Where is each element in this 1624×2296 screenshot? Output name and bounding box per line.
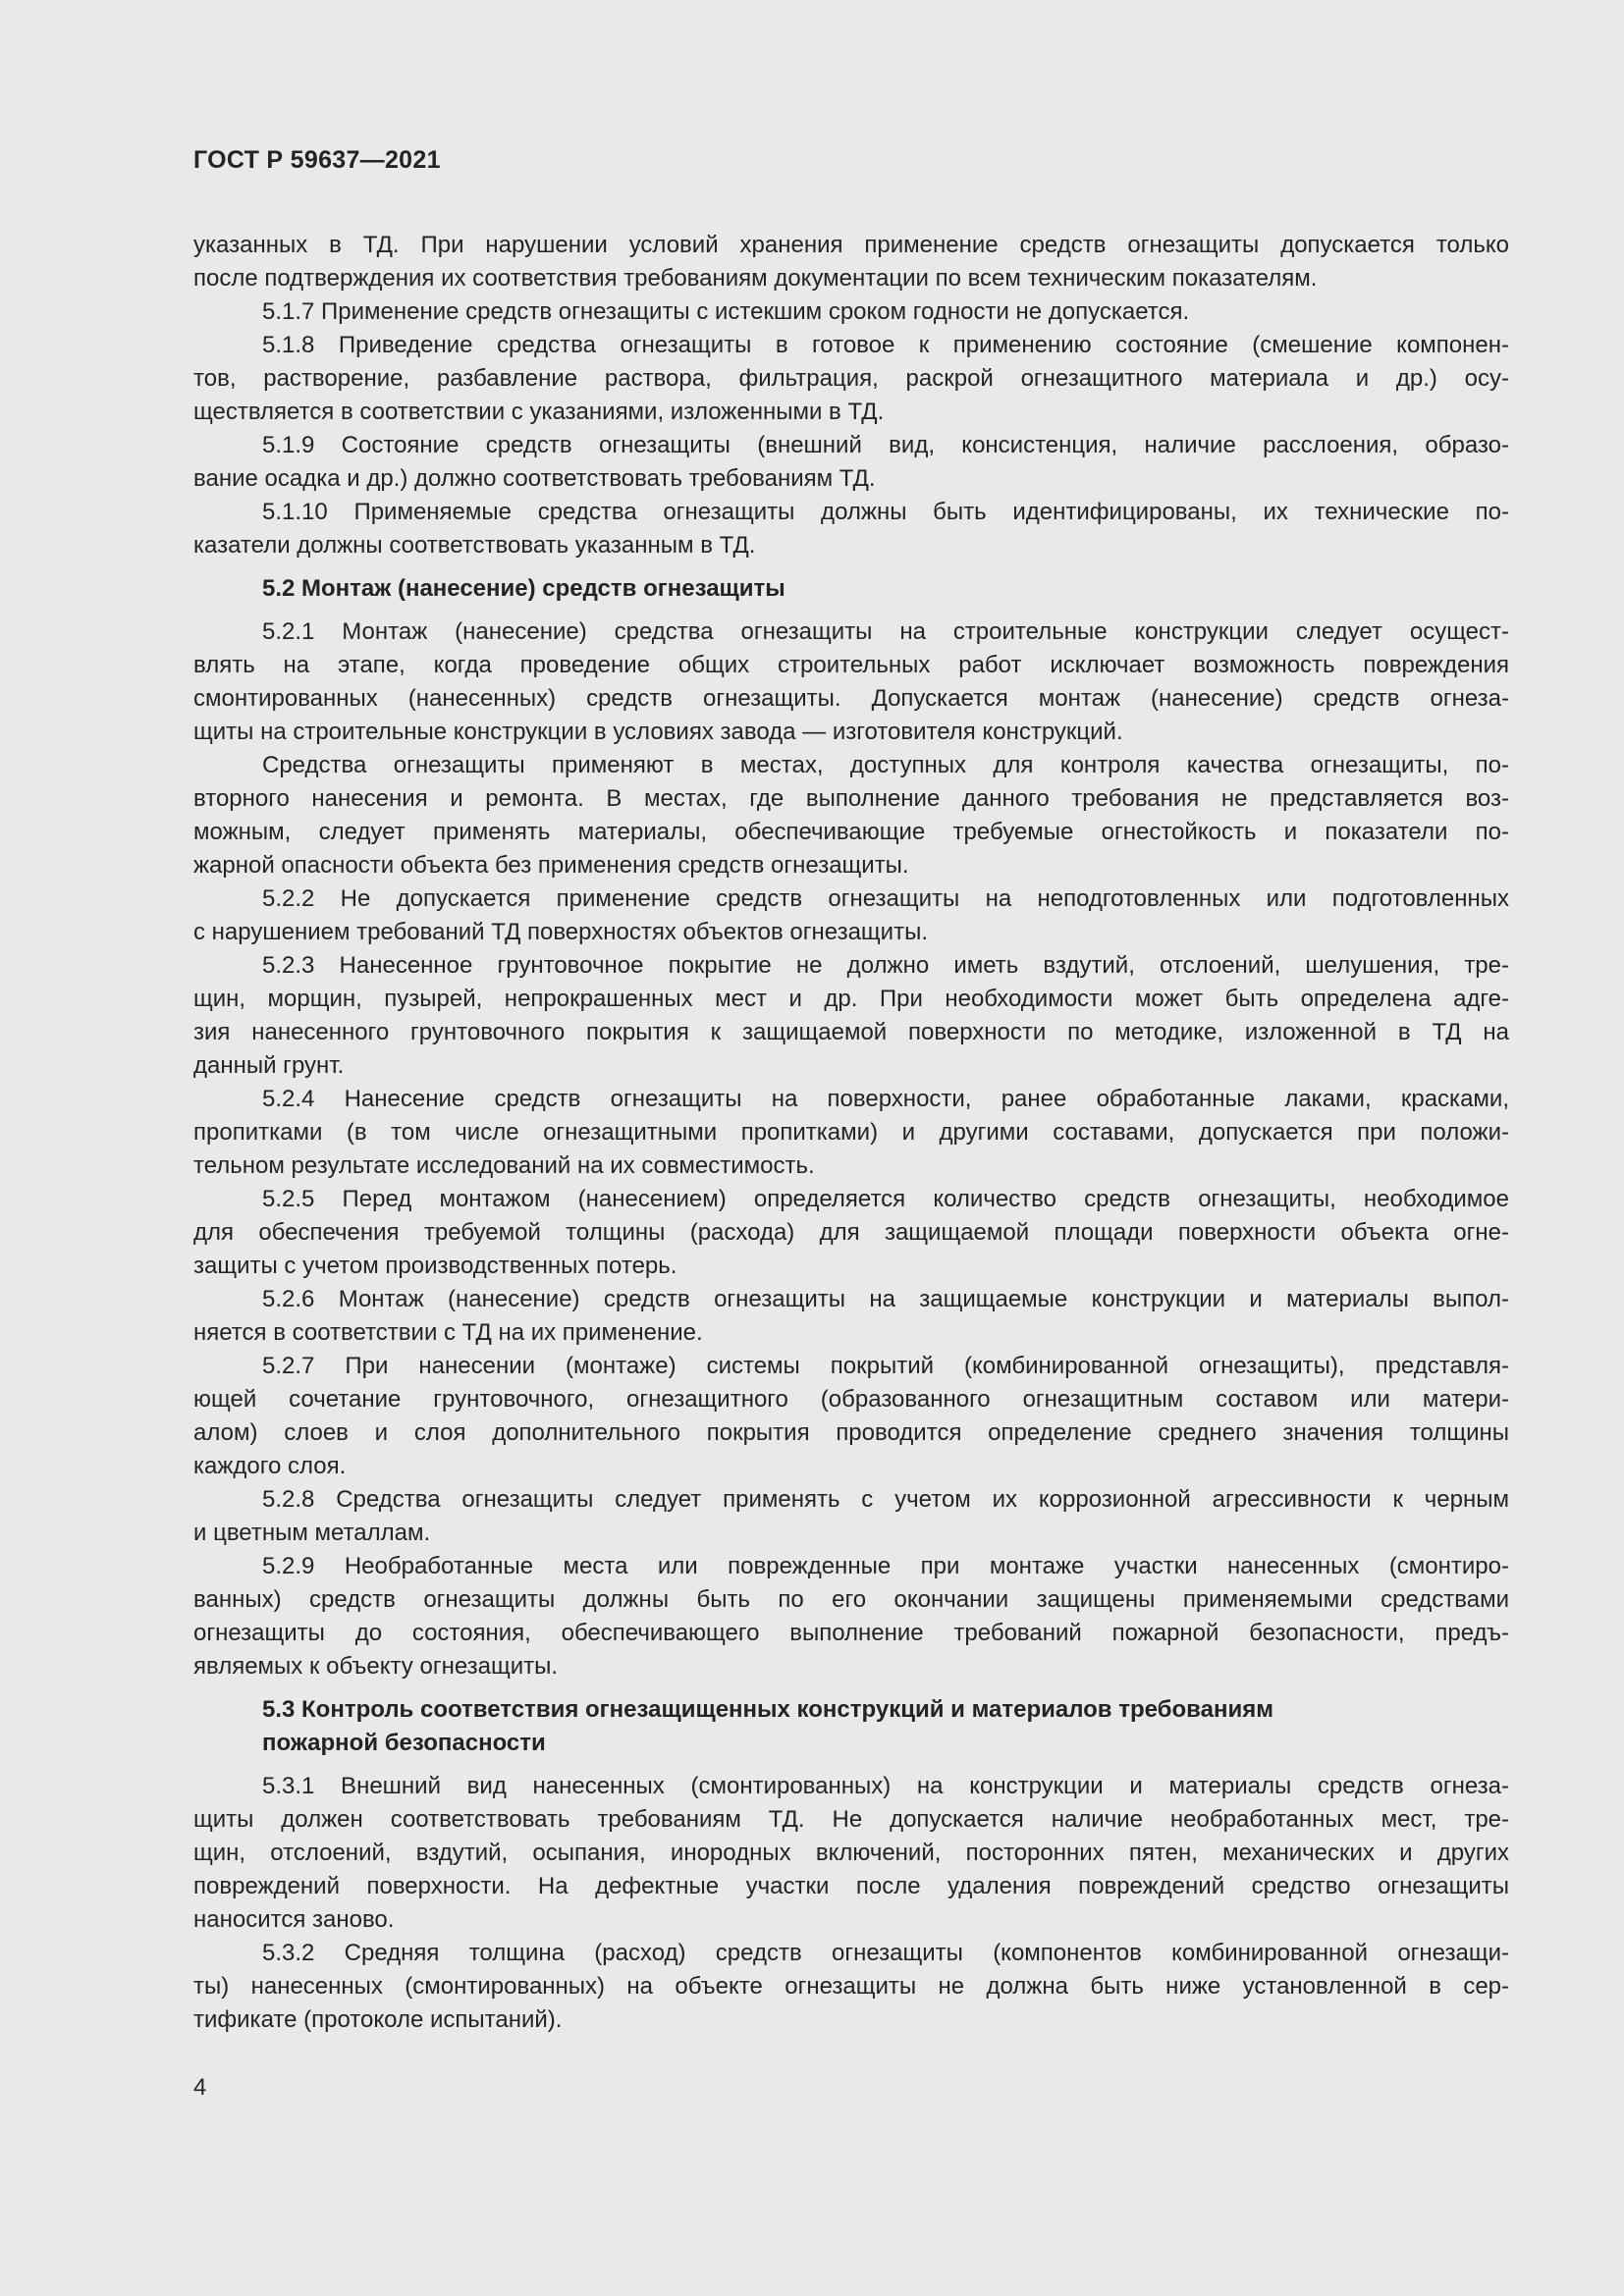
paragraph — [193, 429, 1509, 496]
text-line: ты) нанесенных (смонтированных) на объекте огнезащиты не должна быть ниже установленной в сер- — [193, 1973, 1509, 2000]
paragraph — [193, 615, 1509, 749]
paragraph — [193, 1937, 1509, 2037]
text-line: вание осадка и др.) должно соответствовать требованиям ТД. — [193, 465, 876, 492]
text-line: ванных) средств огнезащиты должны быть по его окончании защищены применяемыми средствами — [193, 1586, 1509, 1613]
document-page — [193, 145, 1509, 2037]
paragraph — [193, 1183, 1509, 1283]
text-line: и цветным металлам. — [193, 1520, 431, 1546]
text-line: огнезащиты до состояния, обеспечивающего выполнение требований пожарной безопасности, предъ- — [193, 1620, 1509, 1646]
text-line: смонтированных (нанесенных) средств огнезащиты. Допускается монтаж (нанесение) средств огнеза- — [193, 685, 1509, 712]
text-line: 5.1.7 Применение средств огнезащиты с истекшим сроком годности не допускается. — [262, 298, 1190, 325]
text-line: 5.2.3 Нанесенное грунтовочное покрытие не должно иметь вздутий, отслоений, шелушения, тре- — [262, 952, 1509, 979]
paragraph — [193, 949, 1509, 1083]
paragraph — [193, 1483, 1509, 1550]
text-line: вторного нанесения и ремонта. В местах, где выполнение данного требования не представляется воз- — [193, 785, 1509, 812]
text-line: зия нанесенного грунтовочного покрытия к защищаемой поверхности по методике, изложенной в ТД на — [193, 1019, 1509, 1045]
text-line: щиты должен соответствовать требованиям ТД. Не допускается наличие необработанных мест, тре- — [193, 1806, 1509, 1833]
text-line: являемых к объекту огнезащиты. — [193, 1653, 559, 1680]
text-line: 5.2.2 Не допускается применение средств огнезащиты на неподготовленных или подготовленных — [262, 885, 1509, 912]
paragraph — [193, 329, 1509, 429]
text-line: 5.3.1 Внешний вид нанесенных (смонтированных) на конструкции и материалы средств огнеза- — [262, 1773, 1509, 1799]
text-line: наносится заново. — [193, 1906, 395, 1933]
text-line: влять на этапе, когда проведение общих строительных работ исключает возможность повреждения — [193, 652, 1509, 678]
heading-line: 5.3 Контроль соответствия огнезащищенных конструкций и материалов требованиям — [262, 1696, 1273, 1723]
text-line: 5.2.7 При нанесении (монтаже) системы покрытий (комбинированной огнезащиты), представля- — [262, 1353, 1509, 1379]
text-line: 5.2.6 Монтаж (нанесение) средств огнезащиты на защищаемые конструкции и материалы выпол- — [262, 1286, 1509, 1312]
text-line: пропитками (в том числе огнезащитными пропитками) и другими составами, допускается при положи- — [193, 1119, 1509, 1146]
text-line: 5.1.10 Применяемые средства огнезащиты должны быть идентифицированы, их технические по- — [262, 499, 1509, 525]
text-line: 5.2.8 Средства огнезащиты следует применять с учетом их коррозионной агрессивности к черным — [262, 1486, 1509, 1513]
paragraph — [193, 496, 1509, 562]
paragraph — [193, 295, 1509, 329]
text-line: данный грунт. — [193, 1052, 345, 1079]
heading-line: пожарной безопасности — [262, 1730, 546, 1756]
text-line: защиты с учетом производственных потерь. — [193, 1253, 677, 1279]
text-line: тов, растворение, разбавление раствора, фильтрация, раскрой огнезащитного материала и др.) осу- — [193, 365, 1509, 392]
text-line: 5.1.8 Приведение средства огнезащиты в готовое к применению состояние (смешение компонен- — [262, 332, 1509, 358]
text-line: можным, следует применять материалы, обеспечивающие требуемые огнестойкость и показатели по- — [193, 819, 1509, 845]
text-line: щин, отслоений, вздутий, осыпания, инородных включений, посторонних пятен, механических и других — [193, 1840, 1509, 1866]
paragraph — [193, 229, 1509, 295]
text-line: ществляется в соответствии с указаниями, изложенными в ТД. — [193, 399, 885, 425]
text-line: 5.3.2 Средняя толщина (расход) средств огнезащиты (компонентов комбинированной огнезащи- — [262, 1940, 1509, 1966]
paragraph — [193, 1770, 1509, 1937]
text-line: каждого слоя. — [193, 1453, 347, 1479]
paragraph — [193, 1550, 1509, 1683]
text-line: для обеспечения требуемой толщины (расхода) для защищаемой площади поверхности объекта огне- — [193, 1219, 1509, 1246]
text-line: Средства огнезащиты применяют в местах, доступных для контроля качества огнезащиты, по- — [262, 752, 1509, 778]
section-heading — [193, 572, 1509, 606]
text-line: 5.2.1 Монтаж (нанесение) средства огнезащиты на строительные конструкции следует осущест- — [262, 618, 1509, 645]
text-line: 5.1.9 Состояние средств огнезащиты (внешний вид, консистенция, наличие расслоения, образо- — [262, 432, 1509, 458]
text-line: ющей сочетание грунтовочного, огнезащитного (образованного огнезащитным составом или матери- — [193, 1386, 1509, 1413]
text-line: щиты на строительные конструкции в условиях завода — изготовителя конструкций. — [193, 719, 1123, 745]
paragraph — [193, 749, 1509, 882]
paragraph — [193, 882, 1509, 949]
document-header: ГОСТ Р 59637—2021 — [193, 146, 441, 174]
heading-line: 5.2 Монтаж (нанесение) средств огнезащиты — [262, 575, 785, 602]
text-line: 5.2.9 Необработанные места или поврежденные при монтаже участки нанесенных (смонтиро- — [262, 1553, 1509, 1579]
paragraph — [193, 1350, 1509, 1483]
paragraph — [193, 1283, 1509, 1350]
text-line: няется в соответствии с ТД на их применение. — [193, 1319, 703, 1346]
text-line: казатели должны соответствовать указанным в ТД. — [193, 532, 756, 559]
text-line: жарной опасности объекта без применения средств огнезащиты. — [193, 852, 909, 879]
text-line: тификате (протоколе испытаний). — [193, 2006, 563, 2033]
text-line: повреждений поверхности. На дефектные участки после удаления повреждений средство огнезащиты — [193, 1873, 1509, 1899]
text-line: с нарушением требований ТД поверхностях объектов огнезащиты. — [193, 919, 928, 945]
text-line: 5.2.5 Перед монтажом (нанесением) определяется количество средств огнезащиты, необходимое — [262, 1186, 1509, 1212]
text-line: алом) слоев и слоя дополнительного покрытия проводится определение среднего значения толщины — [193, 1419, 1509, 1446]
text-line: указанных в ТД. При нарушении условий хранения применение средств огнезащиты допускается только — [193, 232, 1509, 258]
section-heading — [193, 1693, 1509, 1760]
text-line: 5.2.4 Нанесение средств огнезащиты на поверхности, ранее обработанные лаками, красками, — [262, 1086, 1509, 1112]
text-line: тельном результате исследований на их совместимость. — [193, 1152, 815, 1179]
text-line: щин, морщин, пузырей, непрокрашенных мест и др. При необходимости может быть определена адге- — [193, 986, 1509, 1012]
paragraph — [193, 1083, 1509, 1183]
page-number: 4 — [193, 2074, 207, 2101]
document-body — [193, 229, 1509, 2037]
text-line: после подтверждения их соответствия требованиям документации по всем техническим показателям. — [193, 265, 1318, 292]
